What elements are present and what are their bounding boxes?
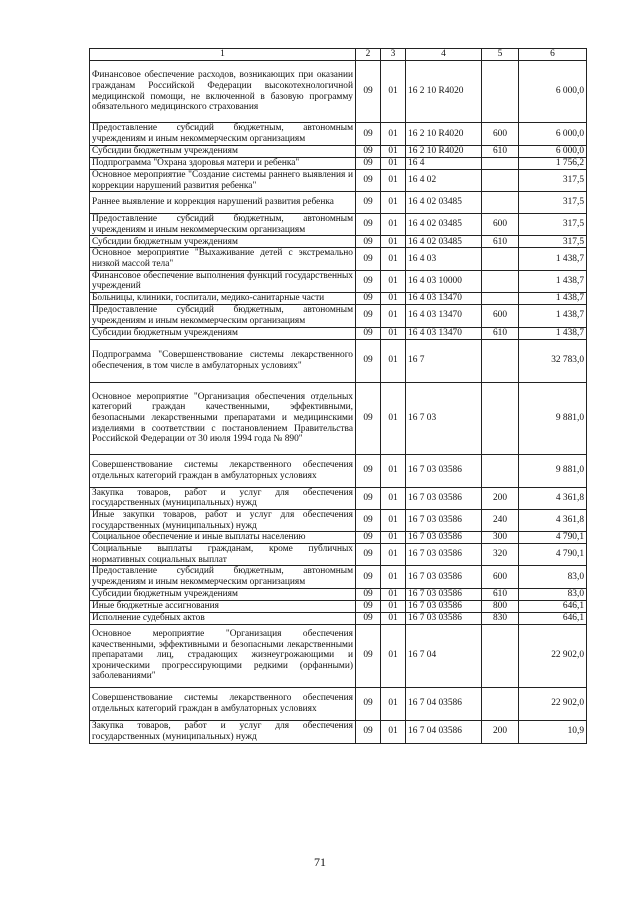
row-section-cell: 09: [356, 292, 381, 304]
row-amount-cell: 317,5: [519, 236, 587, 248]
row-subsection-cell: 01: [381, 600, 406, 612]
row-section-cell: 09: [356, 509, 381, 531]
row-subsection-cell: 01: [381, 720, 406, 743]
row-subsection-cell: 01: [381, 170, 406, 192]
row-target-code-cell: 16 7 04 03586: [406, 720, 482, 743]
row-target-code-cell: 16 7 03 03586: [406, 600, 482, 612]
table-row: [90, 270, 587, 292]
row-amount-cell: 646,1: [519, 612, 587, 624]
row-subsection-cell: 01: [381, 339, 406, 382]
row-amount-cell: 1 438,7: [519, 304, 587, 327]
row-section-cell: 09: [356, 248, 381, 270]
row-expense-type-cell: 610: [482, 236, 519, 248]
row-name-cell: Предоставление субсидий бюджетным, автономным учреждениям и иным некоммерческим организациям: [90, 304, 356, 327]
row-expense-type-cell: [482, 170, 519, 192]
row-subsection-cell: 01: [381, 327, 406, 339]
table-row: [90, 61, 587, 123]
row-section-cell: 09: [356, 270, 381, 292]
row-expense-type-cell: 610: [482, 327, 519, 339]
row-name-cell: Основное мероприятие "Организация обеспечения отдельных категорий граждан качественными, эффективными, безопасными лекарственными препаратами и медицинскими изделиями в соответствии с постановлением Правительства Российской Федерации от 30 июля 1994 года № 890": [90, 382, 356, 454]
table-row: [90, 327, 587, 339]
table-header-row: [90, 49, 587, 61]
row-section-cell: 09: [356, 544, 381, 566]
row-expense-type-cell: [482, 192, 519, 214]
row-subsection-cell: 01: [381, 544, 406, 566]
row-subsection-cell: 01: [381, 158, 406, 170]
row-name-cell: Социальное обеспечение и иные выплаты населению: [90, 532, 356, 544]
row-expense-type-cell: 320: [482, 544, 519, 566]
table-row: [90, 214, 587, 236]
row-expense-type-cell: 600: [482, 214, 519, 236]
row-section-cell: 09: [356, 588, 381, 600]
row-subsection-cell: 01: [381, 304, 406, 327]
row-name-cell: Субсидии бюджетным учреждениям: [90, 236, 356, 248]
row-name-cell: Подпрограмма "Охрана здоровья матери и ребенка": [90, 158, 356, 170]
table-row: [90, 612, 587, 624]
row-subsection-cell: 01: [381, 192, 406, 214]
row-expense-type-cell: [482, 454, 519, 487]
header-col-5: 5: [482, 49, 519, 61]
row-name-cell: Закупка товаров, работ и услуг для обеспечения государственных (муниципальных) нужд: [90, 720, 356, 743]
row-section-cell: 09: [356, 600, 381, 612]
row-amount-cell: 9 881,0: [519, 454, 587, 487]
row-target-code-cell: 16 4: [406, 158, 482, 170]
row-name-cell: Иные бюджетные ассигнования: [90, 600, 356, 612]
row-amount-cell: 6 000,0: [519, 61, 587, 123]
row-section-cell: 09: [356, 687, 381, 720]
row-target-code-cell: 16 7 04: [406, 624, 482, 687]
row-section-cell: 09: [356, 532, 381, 544]
row-expense-type-cell: [482, 61, 519, 123]
row-name-cell: Финансовое обеспечение выполнения функций государственных учреждений: [90, 270, 356, 292]
row-subsection-cell: 01: [381, 454, 406, 487]
row-amount-cell: 646,1: [519, 600, 587, 612]
row-name-cell: Субсидии бюджетным учреждениям: [90, 327, 356, 339]
row-amount-cell: 4 790,1: [519, 532, 587, 544]
row-target-code-cell: 16 4 03 13470: [406, 327, 482, 339]
row-expense-type-cell: 200: [482, 720, 519, 743]
header-col-1: 1: [90, 49, 356, 61]
row-subsection-cell: 01: [381, 123, 406, 146]
row-amount-cell: 317,5: [519, 192, 587, 214]
header-col-6: 6: [519, 49, 587, 61]
row-subsection-cell: 01: [381, 624, 406, 687]
table-row: [90, 720, 587, 743]
row-name-cell: Исполнение судебных актов: [90, 612, 356, 624]
row-target-code-cell: 16 4 03: [406, 248, 482, 270]
table-row: [90, 248, 587, 270]
row-target-code-cell: 16 7 03 03586: [406, 612, 482, 624]
table-row: [90, 454, 587, 487]
row-expense-type-cell: [482, 292, 519, 304]
budget-table: [89, 48, 587, 744]
table-row: [90, 192, 587, 214]
row-amount-cell: 22 902,0: [519, 624, 587, 687]
row-target-code-cell: 16 7 03 03586: [406, 454, 482, 487]
row-section-cell: 09: [356, 170, 381, 192]
table-row: [90, 600, 587, 612]
row-amount-cell: 317,5: [519, 170, 587, 192]
table-row: [90, 509, 587, 531]
row-expense-type-cell: [482, 624, 519, 687]
row-expense-type-cell: 240: [482, 509, 519, 531]
row-section-cell: 09: [356, 339, 381, 382]
row-subsection-cell: 01: [381, 146, 406, 158]
row-subsection-cell: 01: [381, 382, 406, 454]
row-target-code-cell: 16 7: [406, 339, 482, 382]
row-subsection-cell: 01: [381, 532, 406, 544]
row-expense-type-cell: 600: [482, 123, 519, 146]
row-expense-type-cell: [482, 248, 519, 270]
row-name-cell: Больницы, клиники, госпитали, медико-санитарные части: [90, 292, 356, 304]
row-target-code-cell: 16 7 03 03586: [406, 566, 482, 588]
row-target-code-cell: 16 4 02 03485: [406, 236, 482, 248]
row-name-cell: Совершенствование системы лекарственного обеспечения отдельных категорий граждан в амбулаторных условиях: [90, 454, 356, 487]
row-amount-cell: 83,0: [519, 566, 587, 588]
row-target-code-cell: 16 4 03 13470: [406, 292, 482, 304]
row-amount-cell: 6 000,0: [519, 123, 587, 146]
row-target-code-cell: 16 4 02: [406, 170, 482, 192]
row-target-code-cell: 16 4 02 03485: [406, 192, 482, 214]
row-amount-cell: 4 790,1: [519, 544, 587, 566]
row-target-code-cell: 16 7 03 03586: [406, 487, 482, 509]
row-amount-cell: 6 000,0: [519, 146, 587, 158]
row-section-cell: 09: [356, 487, 381, 509]
header-col-2: 2: [356, 49, 381, 61]
row-amount-cell: 4 361,8: [519, 487, 587, 509]
row-name-cell: Социальные выплаты гражданам, кроме публичных нормативных социальных выплат: [90, 544, 356, 566]
row-section-cell: 09: [356, 146, 381, 158]
row-amount-cell: 32 783,0: [519, 339, 587, 382]
table-row: [90, 382, 587, 454]
page-number: 71: [314, 855, 326, 869]
row-target-code-cell: 16 7 03: [406, 382, 482, 454]
header-col-4: 4: [406, 49, 482, 61]
row-name-cell: Предоставление субсидий бюджетным, автономным учреждениям и иным некоммерческим организациям: [90, 123, 356, 146]
row-amount-cell: 1 438,7: [519, 327, 587, 339]
row-name-cell: Подпрограмма "Совершенствование системы лекарственного обеспечения, в том числе в амбулаторных условиях": [90, 339, 356, 382]
table-row: [90, 146, 587, 158]
row-subsection-cell: 01: [381, 588, 406, 600]
table-row: [90, 566, 587, 588]
row-section-cell: 09: [356, 61, 381, 123]
row-subsection-cell: 01: [381, 270, 406, 292]
row-amount-cell: 4 361,8: [519, 509, 587, 531]
table-row: [90, 236, 587, 248]
row-amount-cell: 1 438,7: [519, 292, 587, 304]
row-section-cell: 09: [356, 624, 381, 687]
table-body: [90, 61, 587, 744]
row-name-cell: Раннее выявление и коррекция нарушений развития ребенка: [90, 192, 356, 214]
row-section-cell: 09: [356, 236, 381, 248]
row-subsection-cell: 01: [381, 236, 406, 248]
row-expense-type-cell: [482, 382, 519, 454]
row-expense-type-cell: 830: [482, 612, 519, 624]
row-subsection-cell: 01: [381, 61, 406, 123]
row-subsection-cell: 01: [381, 292, 406, 304]
row-subsection-cell: 01: [381, 687, 406, 720]
row-subsection-cell: 01: [381, 214, 406, 236]
row-target-code-cell: 16 7 04 03586: [406, 687, 482, 720]
row-amount-cell: 1 438,7: [519, 248, 587, 270]
row-expense-type-cell: [482, 687, 519, 720]
row-expense-type-cell: 600: [482, 304, 519, 327]
table-row: [90, 123, 587, 146]
row-name-cell: Основное мероприятие "Создание системы раннего выявления и коррекции нарушений развития ребенка": [90, 170, 356, 192]
row-section-cell: 09: [356, 192, 381, 214]
row-section-cell: 09: [356, 123, 381, 146]
row-name-cell: Основное мероприятие "Организация обеспечения качественными, эффективными и безопасными лекарственными препаратами лиц, страдающих жизнеугрожающими и хроническими прогрессирующими редкими (орфанными) заболеваниями": [90, 624, 356, 687]
row-target-code-cell: 16 7 03 03586: [406, 532, 482, 544]
row-name-cell: Субсидии бюджетным учреждениям: [90, 588, 356, 600]
table-row: [90, 624, 587, 687]
row-amount-cell: 9 881,0: [519, 382, 587, 454]
row-amount-cell: 317,5: [519, 214, 587, 236]
row-target-code-cell: 16 4 03 13470: [406, 304, 482, 327]
row-target-code-cell: 16 4 03 10000: [406, 270, 482, 292]
table-row: [90, 544, 587, 566]
row-target-code-cell: 16 2 10 R4020: [406, 146, 482, 158]
row-section-cell: 09: [356, 382, 381, 454]
row-section-cell: 09: [356, 720, 381, 743]
table-row: [90, 588, 587, 600]
row-amount-cell: 1 756,2: [519, 158, 587, 170]
row-expense-type-cell: 610: [482, 146, 519, 158]
row-expense-type-cell: 300: [482, 532, 519, 544]
row-amount-cell: 22 902,0: [519, 687, 587, 720]
table-row: [90, 170, 587, 192]
table-row: [90, 532, 587, 544]
table-row: [90, 158, 587, 170]
row-target-code-cell: 16 7 03 03586: [406, 588, 482, 600]
row-section-cell: 09: [356, 158, 381, 170]
row-name-cell: Основное мероприятие "Выхаживание детей с экстремально низкой массой тела": [90, 248, 356, 270]
table-row: [90, 339, 587, 382]
row-amount-cell: 10,9: [519, 720, 587, 743]
row-subsection-cell: 01: [381, 248, 406, 270]
table-row: [90, 292, 587, 304]
row-name-cell: Финансовое обеспечение расходов, возникающих при оказании гражданам Российской Федерации высокотехнологичной медицинской помощи, не включенной в базовую программу обязательного медицинского страхования: [90, 61, 356, 123]
row-expense-type-cell: [482, 270, 519, 292]
header-col-3: 3: [381, 49, 406, 61]
table-row: [90, 687, 587, 720]
row-section-cell: 09: [356, 612, 381, 624]
row-subsection-cell: 01: [381, 566, 406, 588]
row-expense-type-cell: 200: [482, 487, 519, 509]
row-expense-type-cell: [482, 339, 519, 382]
row-expense-type-cell: 600: [482, 566, 519, 588]
row-expense-type-cell: 800: [482, 600, 519, 612]
row-name-cell: Иные закупки товаров, работ и услуг для обеспечения государственных (муниципальных) нужд: [90, 509, 356, 531]
row-target-code-cell: 16 2 10 R4020: [406, 61, 482, 123]
row-section-cell: 09: [356, 566, 381, 588]
row-amount-cell: 1 438,7: [519, 270, 587, 292]
row-target-code-cell: 16 7 03 03586: [406, 544, 482, 566]
table-row: [90, 304, 587, 327]
row-target-code-cell: 16 7 03 03586: [406, 509, 482, 531]
table-row: [90, 487, 587, 509]
row-section-cell: 09: [356, 304, 381, 327]
row-name-cell: Субсидии бюджетным учреждениям: [90, 146, 356, 158]
row-name-cell: Совершенствование системы лекарственного обеспечения отдельных категорий граждан в амбулаторных условиях: [90, 687, 356, 720]
row-target-code-cell: 16 2 10 R4020: [406, 123, 482, 146]
row-name-cell: Предоставление субсидий бюджетным, автономным учреждениям и иным некоммерческим организациям: [90, 566, 356, 588]
row-name-cell: Закупка товаров, работ и услуг для обеспечения государственных (муниципальных) нужд: [90, 487, 356, 509]
row-amount-cell: 83,0: [519, 588, 587, 600]
row-subsection-cell: 01: [381, 509, 406, 531]
row-section-cell: 09: [356, 327, 381, 339]
row-expense-type-cell: [482, 158, 519, 170]
row-subsection-cell: 01: [381, 487, 406, 509]
row-section-cell: 09: [356, 454, 381, 487]
row-subsection-cell: 01: [381, 612, 406, 624]
row-section-cell: 09: [356, 214, 381, 236]
row-expense-type-cell: 610: [482, 588, 519, 600]
row-name-cell: Предоставление субсидий бюджетным, автономным учреждениям и иным некоммерческим организациям: [90, 214, 356, 236]
row-target-code-cell: 16 4 02 03485: [406, 214, 482, 236]
